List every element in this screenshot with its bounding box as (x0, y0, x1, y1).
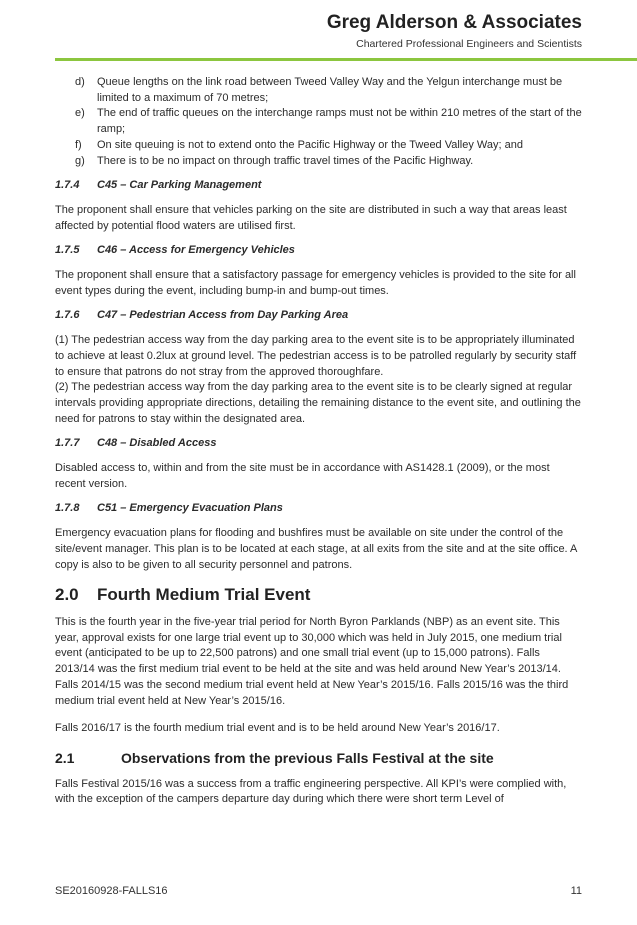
header-company-name: Greg Alderson & Associates (326, 12, 582, 33)
section-paragraph: Disabled access to, within and from the site must be in accordance with AS1428.1 (2009), or the most recent version. (55, 462, 550, 490)
document-reference: SE20160928-FALLS16 (55, 885, 168, 897)
section-heading-1-7-6: 1.7.6 C47 – Pedestrian Access from Day Parking Area (55, 309, 349, 322)
section-heading-1-7-4: 1.7.4 C45 – Car Parking Management (55, 179, 262, 192)
header-tagline: Chartered Professional Engineers and Scientists (356, 38, 582, 50)
list-item: e) The end of traffic queues on the interchange ramps must not be within 210 metres of the start of the ramp; (75, 107, 582, 136)
section-heading-1-7-8: 1.7.8 C51 – Emergency Evacuation Plans (55, 502, 283, 515)
section-heading-1-7-5: 1.7.5 C46 – Access for Emergency Vehicles (55, 244, 295, 257)
list-item: d) Queue lengths on the link road between Tweed Valley Way and the Yelgun interchange must be limited to a maximum of 70 metres; (75, 76, 563, 104)
section-paragraph: The proponent shall ensure that vehicles parking on the site are distributed in such a way that areas least affected by potential flood waters are utilised first. (55, 203, 567, 232)
section-paragraph: (1) The pedestrian access way from the day parking area to the event site is to be appropriately illuminated to achieve at least 0.2lux at ground level. The pedestrian access is to be patrolled regularly by security staff to ensure that patrons do not stray from the approved thoroughfare. (55, 334, 577, 378)
chapter-paragraph: Falls 2016/17 is the fourth medium trial event and is to be held around New Year’s 2016/17. (55, 722, 500, 735)
document-body (55, 75, 582, 817)
page-number: 11 (570, 885, 582, 897)
chapter-heading-2-1: 2.1 Observations from the previous Falls Festival at the site (55, 749, 494, 766)
section-heading-1-7-7: 1.7.7 C48 – Disabled Access (55, 437, 217, 450)
chapter-heading-2-0: 2.0 Fourth Medium Trial Event (55, 585, 311, 605)
requirements-list (55, 75, 582, 169)
list-item: f) On site queuing is not to extend onto the Pacific Highway or the Tweed Valley Way; and (75, 138, 523, 151)
chapter-paragraph: Falls Festival 2015/16 was a success from a traffic engineering perspective. All KPI’s were complied with, with the exception of the campers departure day during which there were short term Level of (55, 777, 567, 806)
list-item: g) There is to be no impact on through traffic travel times of the Pacific Highway. (75, 154, 474, 167)
section-paragraph: Emergency evacuation plans for flooding and bushfires must be available on site under the control of the site/event manager. This plan is to be located at each stage, at all exits from the site and at the site office. A copy is also to be given to all security personnel and patrons. (55, 527, 577, 571)
section-paragraph: (2) The pedestrian access way from the day parking area to the event site is to be clearly signed at regular intervals providing appropriate directions, detailing the remaining distance to the event site, and outlining the need for patrons to stay within the designated area. (55, 381, 581, 425)
header-divider (55, 58, 637, 61)
chapter-paragraph: This is the fourth year in the five-year trial period for North Byron Parklands (NBP) as an event site. This year, approval exists for one large trial event up to 30,000 which was held in July 2015, one medium trial event (anticipated to be up to 22,500 patrons) and one small trial event (up to 15,000 patrons). Falls 2013/14 was the first medium trial event to be held at the site and was held around New Year’s 2013/14. Falls 2014/15 was the second medium trial event held at New Year’s 2015/16. Falls 2015/16 was the third medium trial event held at New Year’s 2015/16. (55, 615, 569, 707)
section-paragraph: The proponent shall ensure that a satisfactory passage for emergency vehicles is provided to the site for all event types during the event, including bump-in and bump-out times. (55, 269, 576, 297)
